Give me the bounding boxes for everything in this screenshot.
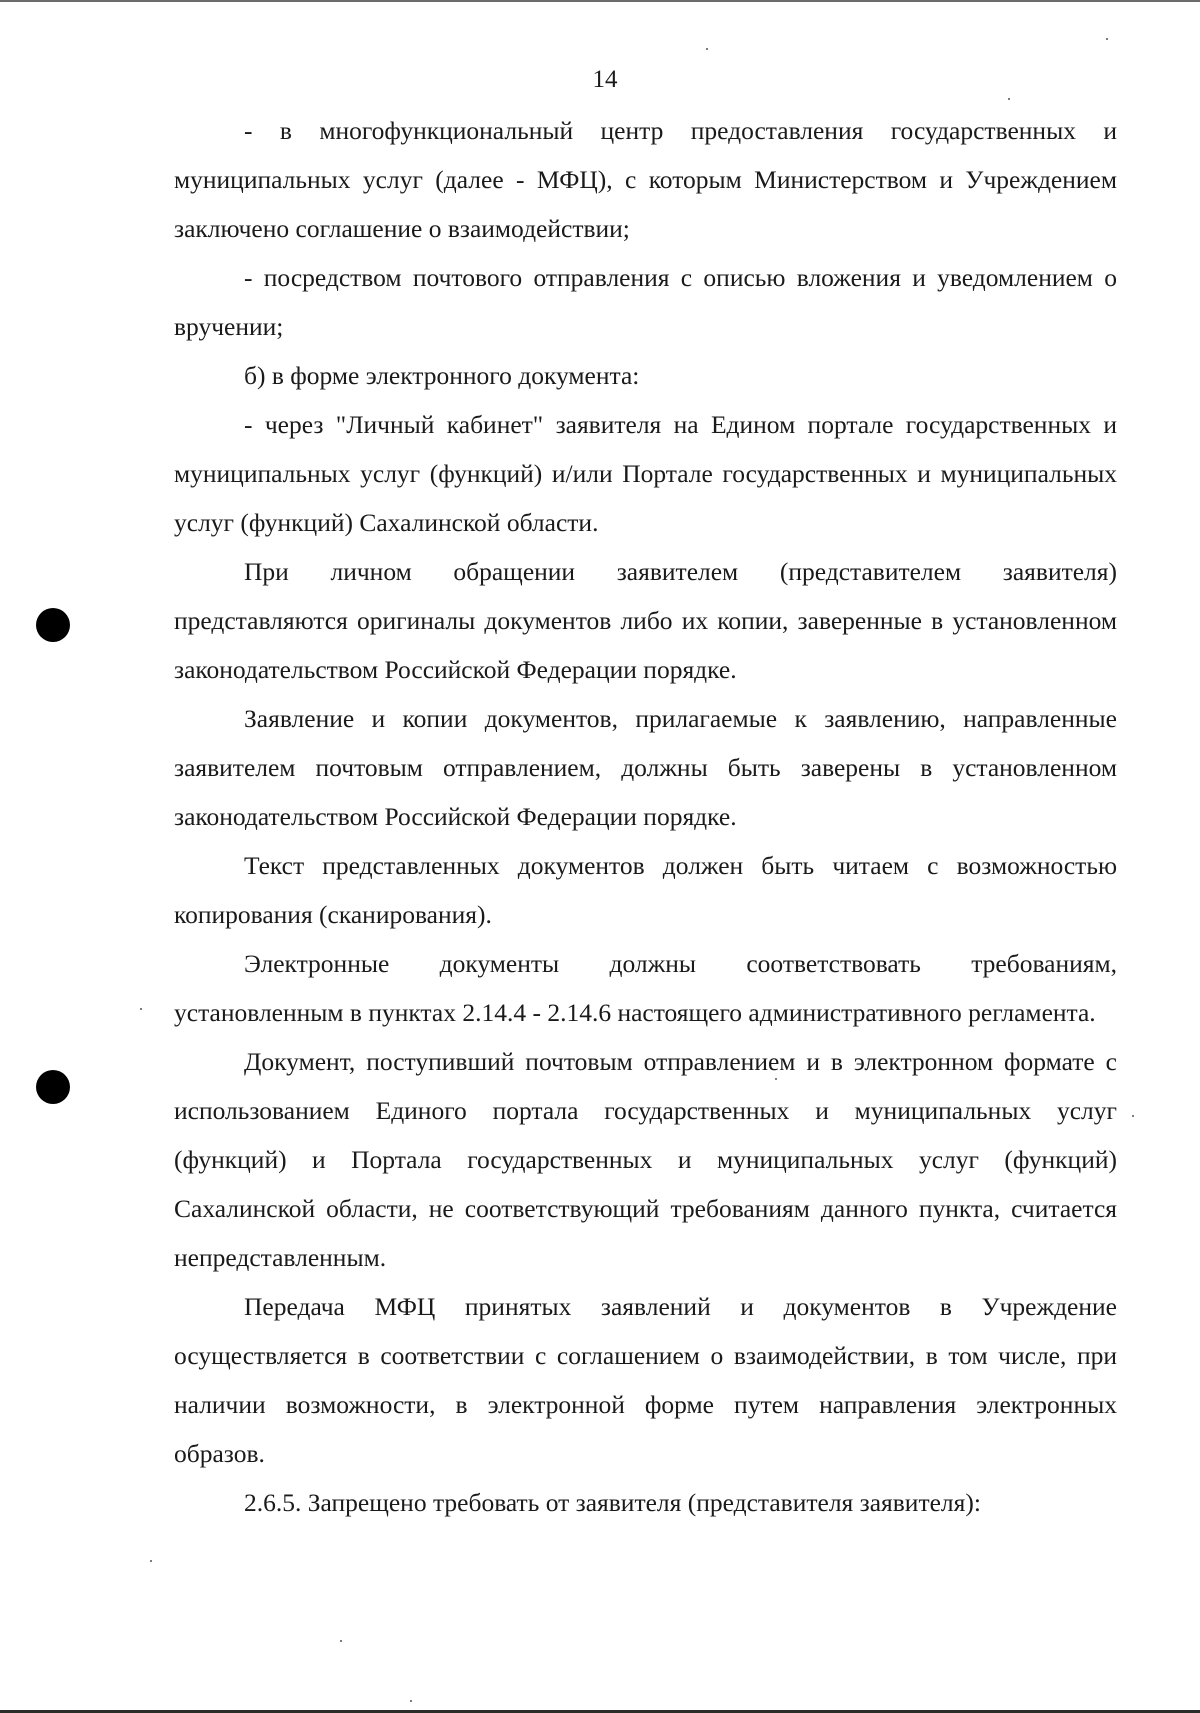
paragraph-nonconforming-document: Документ, поступивший почтовым отправлением и в электронном формате с использованием Единого портала государственных и муниципальных услуг (функций) и Портала государственных и муниципальных услуг (функций) Сахалинской области, не соответствующий требованиям данного пункта, считается непредставленным. [174,1047,1117,1272]
paragraph-personal-account: - через "Личный кабинет" заявителя на Едином портале государственных и муниципальных услуг (функций) и/или Портале государственных и муниципальных услуг (функций) Сахалинской области. [174,410,1117,537]
scan-speck [1106,38,1108,40]
paragraph-electronic-requirements: Электронные документы должны соответствовать требованиям, установленным в пунктах 2.14.4 - 2.14.6 настоящего административного регламента. [174,949,1117,1027]
paragraph-personal-visit: При личном обращении заявителем (представителем заявителя) представляются оригиналы документов либо их копии, заверенные в установленном законодательством Российской Федерации порядке. [174,557,1117,684]
scan-speck [410,1700,412,1702]
scan-speck [150,1560,152,1562]
scan-speck [140,1008,142,1010]
scan-edge-top [0,0,1200,2]
scan-speck [1132,1115,1134,1117]
scan-speck [706,48,708,50]
document-body [174,106,1117,1527]
scan-speck [1008,98,1010,100]
paragraph-electronic-form: б) в форме электронного документа: [244,361,640,390]
punch-hole-lower [36,1070,70,1104]
paragraph-postal-submission: - посредством почтового отправления с описью вложения и уведомлением о вручении; [174,263,1117,341]
paragraph-mfc-transfer: Передача МФЦ принятых заявлений и документов в Учреждение осуществляется в соответствии с соглашением о взаимодействии, в том числе, при наличии возможности, в электронной форме путем направления электронных образов. [174,1292,1117,1468]
scan-speck [775,1078,777,1080]
paragraph-mfc-submission: - в многофункциональный центр предоставления государственных и муниципальных услуг (далее - МФЦ), с которым Министерством и Учреждением заключено соглашение о взаимодействии; [174,116,1117,243]
paragraph-postal-copies: Заявление и копии документов, прилагаемые к заявлению, направленные заявителем почтовым отправлением, должны быть заверены в установленном законодательством Российской Федерации порядке. [174,704,1117,831]
punch-hole-upper [36,608,70,642]
scan-speck [340,1640,342,1642]
page-number: 14 [592,66,618,93]
paragraph-section-2-6-5: 2.6.5. Запрещено требовать от заявителя (представителя заявителя): [244,1488,981,1517]
paragraph-readable-text: Текст представленных документов должен быть читаем с возможностью копирования (сканирования). [174,851,1117,929]
